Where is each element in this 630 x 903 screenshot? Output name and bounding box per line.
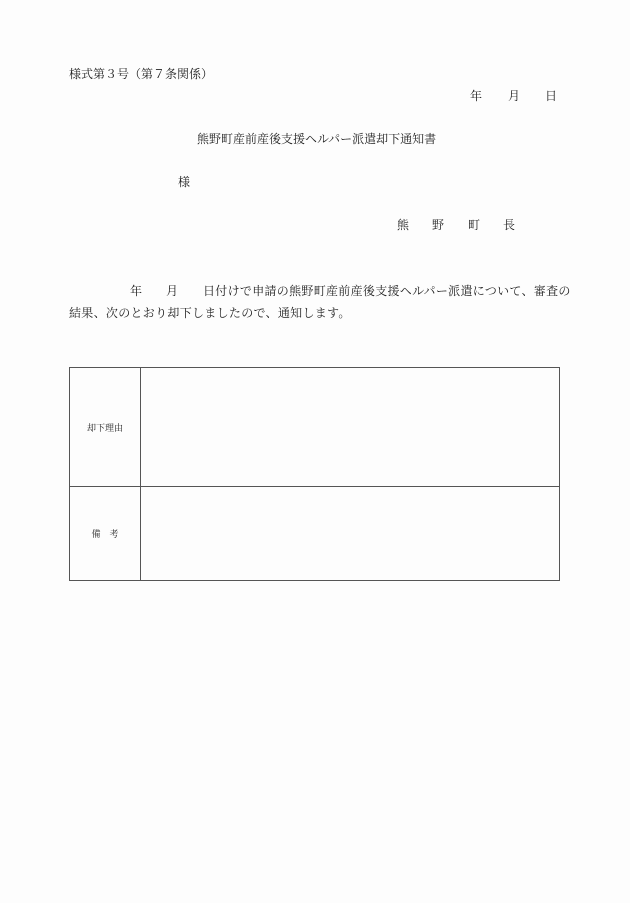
date-month-label: 月: [508, 89, 521, 103]
issuer-char: 長: [503, 218, 516, 232]
rejection-reason-label: 却下理由: [70, 368, 141, 487]
date-day-label: 日: [545, 89, 558, 103]
issuer-char: 熊: [397, 218, 410, 232]
remarks-value: [141, 487, 560, 581]
rejection-reason-value: [141, 368, 560, 487]
table-row-remarks: [70, 487, 560, 581]
issuer-char: 町: [468, 218, 481, 232]
rejection-table: [69, 367, 560, 581]
issuer-char: 野: [432, 218, 445, 232]
body-line-2: 結果、次のとおり却下しましたので、通知します。: [69, 306, 351, 320]
table-row-rejection-reason: [70, 368, 560, 487]
body-line-1: 日付けで申請の熊野町産前産後支援ヘルパー派遣について、審査の: [203, 284, 571, 298]
form-number: 様式第３号（第７条関係）: [69, 67, 214, 81]
remarks-label: 備 考: [70, 487, 141, 581]
addressee-suffix: 様: [178, 175, 191, 189]
date-year-label: 年: [470, 89, 483, 103]
body-year-label: 年: [130, 284, 143, 298]
body-month-label: 月: [166, 284, 179, 298]
document-title: 熊野町産前産後支援ヘルパー派遣却下通知書: [197, 132, 437, 146]
